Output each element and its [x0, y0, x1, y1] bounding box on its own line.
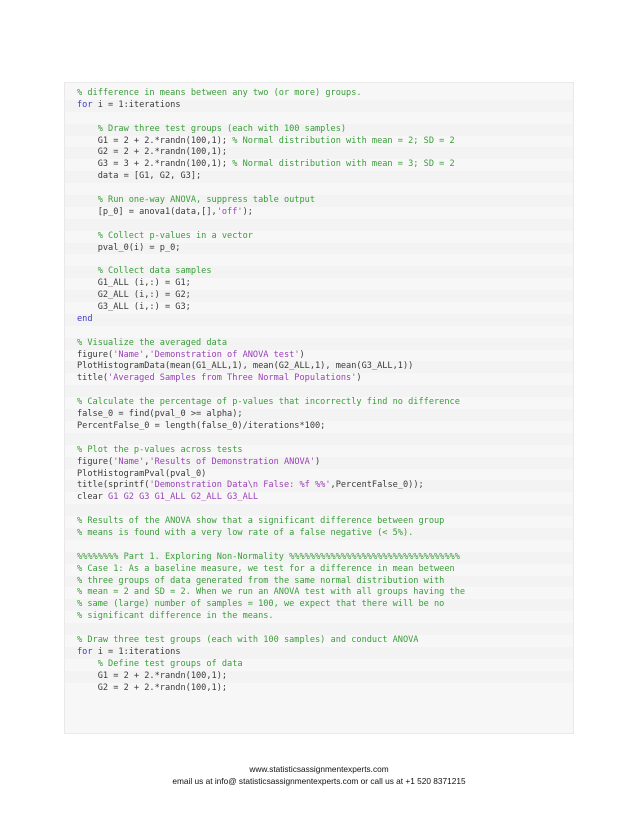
code-code: , [144, 349, 150, 360]
code-code: ,PercentFalse_0)); [330, 480, 424, 491]
code-code: [p_0] = anova1(data,[], [77, 206, 217, 217]
code-string: 'Name' [113, 349, 145, 360]
code-line [65, 124, 573, 136]
code-line [65, 469, 573, 481]
code-line [65, 683, 573, 695]
code-line [65, 623, 573, 635]
code-line [65, 231, 573, 243]
code-line [65, 314, 573, 326]
code-code: clear [77, 492, 109, 503]
code-comment: % significant difference in the means. [77, 611, 274, 622]
code-line [65, 112, 573, 124]
code-comment: % Define test groups of data [97, 658, 243, 669]
code-keyword: for [77, 99, 93, 110]
code-line [65, 528, 573, 540]
code-line [65, 302, 573, 314]
code-line [65, 385, 573, 397]
code-line [65, 183, 573, 195]
code-line [65, 171, 573, 183]
code-string: 'Results of Demonstration ANOVA' [149, 456, 316, 467]
code-line [65, 540, 573, 552]
code-line [65, 361, 573, 373]
code-line [65, 243, 573, 255]
code-string: 'off' [216, 206, 243, 217]
code-code: PlotHistogramPval(pval_0) [77, 468, 207, 479]
code-code: G3 = 3 + 2.*randn(100,1); [77, 159, 233, 170]
code-string: G1 G2 G3 G1_ALL G2_ALL G3_ALL [108, 492, 259, 503]
code-string: 'Name' [113, 456, 145, 467]
code-code: G1 = 2 + 2.*randn(100,1); [77, 135, 233, 146]
code-line [65, 207, 573, 219]
code-code [77, 195, 98, 205]
code-line [65, 587, 573, 599]
code-line [65, 219, 573, 231]
footer-website: www.statisticsassignmentexperts.com [249, 764, 389, 774]
code-code: PlotHistogramData(mean(G1_ALL,1), mean(G2_ALL,1), mean(G3_ALL,1)) [77, 361, 414, 372]
code-line [65, 564, 573, 576]
code-code [77, 231, 98, 241]
code-code: PercentFalse_0 = length(false_0)/iterations*100; [77, 420, 326, 431]
code-comment: % Draw three test groups (each with 100 samples) [97, 123, 347, 134]
code-code: ) [299, 349, 305, 360]
code-code: , [144, 456, 150, 467]
code-line [65, 100, 573, 112]
code-line [65, 504, 573, 516]
code-line [65, 635, 573, 647]
code-block [64, 82, 574, 734]
code-code [77, 659, 98, 669]
code-line [65, 326, 573, 338]
code-comment: % means is found with a very low rate of a false negative (< 5%). [77, 527, 414, 538]
code-code: G2 = 2 + 2.*randn(100,1); [77, 147, 228, 158]
code-line [65, 659, 573, 671]
code-code [77, 124, 98, 134]
code-comment: % Results of the ANOVA show that a significant difference between group [77, 516, 445, 527]
code-code: i = 1:iterations [92, 99, 181, 110]
code-code [77, 266, 98, 276]
code-line [65, 278, 573, 290]
code-comment: % Collect data samples [97, 266, 212, 277]
code-keyword: for [77, 646, 93, 657]
code-code: figure( [77, 349, 114, 360]
code-comment: % Visualize the averaged data [77, 337, 228, 348]
code-code: pval_0(i) = p_0; [77, 242, 181, 253]
code-code: G2 = 2 + 2.*randn(100,1); [77, 682, 228, 693]
code-code: title( [77, 373, 109, 384]
code-code: ); [242, 206, 253, 217]
code-comment: % difference in means between any two (or more) groups. [77, 88, 362, 98]
code-line [65, 373, 573, 385]
code-line [65, 266, 573, 278]
code-comment: % three groups of data generated from the same normal distribution with [77, 575, 445, 586]
code-line [65, 457, 573, 469]
code-comment: % Calculate the percentage of p-values that incorrectly find no difference [77, 397, 460, 408]
code-line [65, 290, 573, 302]
code-line [65, 492, 573, 504]
code-code: G1 = 2 + 2.*randn(100,1); [77, 670, 228, 681]
code-comment: % mean = 2 and SD = 2. When we run an ANOVA test with all groups having the [77, 587, 466, 598]
code-comment: % Run one-way ANOVA, suppress table output [97, 195, 316, 206]
code-line [65, 421, 573, 433]
code-line [65, 516, 573, 528]
code-line [65, 88, 573, 100]
code-line [65, 136, 573, 148]
code-line [65, 338, 573, 350]
code-code: figure( [77, 456, 114, 467]
code-comment: % Draw three test groups (each with 100 samples) and conduct ANOVA [77, 634, 419, 645]
code-line [65, 647, 573, 659]
code-line [65, 671, 573, 683]
footer-contact: email us at info@ statisticsassignmentexperts.com or call us at +1 520 8371215 [172, 776, 466, 786]
code-code: ) [356, 373, 362, 384]
code-line [65, 195, 573, 207]
code-line [65, 480, 573, 492]
code-line [65, 397, 573, 409]
code-code: G3_ALL (i,:) = G3; [77, 302, 191, 313]
code-line [65, 552, 573, 564]
code-comment: % same (large) number of samples = 100, we expect that there will be no [77, 599, 445, 610]
code-comment: %%%%%%%% Part 1. Exploring Non-Normality %%%%%%%%%%%%%%%%%%%%%%%%%%%%%%%%% [77, 551, 460, 562]
code-code: data = [G1, G2, G3]; [77, 171, 202, 182]
code-line [65, 350, 573, 362]
code-code: ) [315, 456, 321, 467]
code-comment: % Normal distribution with mean = 3; SD = 2 [232, 159, 455, 170]
code-comment: % Case 1: As a baseline measure, we test for a difference in mean between [77, 563, 455, 574]
code-code: G2_ALL (i,:) = G2; [77, 290, 191, 301]
code-code: i = 1:iterations [92, 646, 181, 657]
code-keyword: end [77, 313, 93, 324]
code-line [65, 409, 573, 421]
code-comment: % Normal distribution with mean = 2; SD = 2 [232, 135, 455, 146]
code-string: 'Demonstration Data\n False: %f %%' [149, 480, 331, 491]
code-line [65, 433, 573, 445]
code-line [65, 147, 573, 159]
code-code: G1_ALL (i,:) = G1; [77, 278, 191, 289]
code-line [65, 599, 573, 611]
code-code: false_0 = find(pval_0 >= alpha); [77, 409, 243, 420]
code-comment: % Collect p-values in a vector [97, 230, 253, 241]
code-line [65, 254, 573, 266]
code-line [65, 445, 573, 457]
code-string: 'Averaged Samples from Three Normal Populations' [108, 373, 357, 384]
code-line [65, 576, 573, 588]
code-string: 'Demonstration of ANOVA test' [149, 349, 300, 360]
code-line [65, 611, 573, 623]
code-comment: % Plot the p-values across tests [77, 444, 243, 455]
code-line [65, 159, 573, 171]
code-code: title(sprintf( [77, 480, 150, 491]
